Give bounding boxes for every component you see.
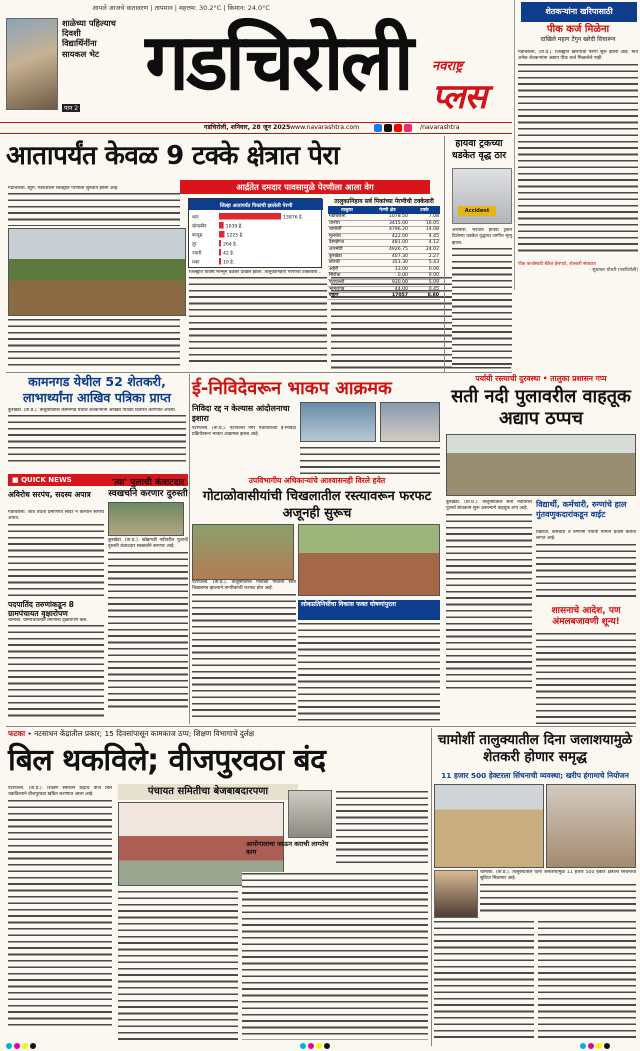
table-cell: 0.00 [366,273,409,280]
quick-news-text-2: चामोर्शी. ग्रामपंचायतीत तरुणांनी वृक्षारोपण केले. [8,618,88,623]
bullet-icon: ■ [12,476,22,484]
main-body-1 [8,186,180,226]
brand-plus: प्लस [432,77,487,117]
table-row [328,273,440,280]
table-cell: 8.80 [409,293,440,300]
table-cell: 4.12 [409,240,440,247]
date-bar [0,122,512,134]
bill-boxed-quote: आयोगालाचा जाऊन कराची लागतेय काम [246,840,329,856]
weather-strip: आपले आजचे वातावरण | तापमान | महत्तम: 30.2°C | किमान: 24.0°C [92,4,270,12]
chart-category-label: तूर [192,242,197,248]
website-link[interactable]: www.navarashtra.com [290,124,360,131]
bill-headline[interactable]: बिल थकविले; वीजपुरवठा बंद [8,743,326,778]
main-body-cont: जिल्ह्यात यावर्षी मान्सून वेळेवर दाखल झाला. तालुकानिहाय पेरणीची टक्केवारी... [189,270,322,275]
divider [6,726,636,727]
tender-body [192,426,296,474]
table-cell: अहेरी [328,266,366,273]
crop-sowing-chart-svg [189,199,323,269]
bridge-repair-text: कुरखेडा. (ता.प्र.). खोब्रागडी नदीवरील पुलाची दुरुस्ती कंत्राटदार स्वखर्चाने करणार आहे. [108,538,188,550]
chart-category-label: धान [192,215,199,221]
chart-bar [219,222,224,229]
reservoir-body-1 [480,870,636,916]
main-kicker: आर्द्रतेत दमदार पावसामुळे पेरणीला आला वेग [180,180,430,194]
fatka-text: • नटसाधन केंद्रातील प्रकार; 15 दिवसांपासून कामकाज ठप्प; शिक्षण विभागाचे दुर्लक्ष [27,729,255,738]
kamangad-text-lines [8,414,186,464]
table-row [328,246,440,253]
chart-value-label: 13876 हे. [283,215,303,221]
chart-value-label: 1225 हे. [226,233,244,239]
x-icon[interactable] [384,124,392,132]
chart-value-label: 264 हे. [223,242,238,248]
crop-loan-headline[interactable] [518,24,638,44]
gotol-body-2 [298,622,440,724]
chart-category-label: ज्वारी [192,251,202,257]
crop-loan-text: गडचिरोली, (ता.प्र.). जिल्ह्यात खरिपाची पेरणी सुरू झाली आहे. मात्र अनेक शेतकऱ्यांना अद्याप पीक कर्ज मिळालेले नाही. [518,50,638,62]
social-handle: /navarashtra [420,124,460,131]
bridge-repair-body [108,502,188,724]
main-body-lines-3 [189,276,327,362]
gotol-bar: लोकप्रतिनिधींचा विकास फक्त घोषणांपुरता [298,600,440,620]
table-cell: भामरागड [328,286,366,293]
table-cell: 0.06 [409,266,440,273]
tender-photo-1 [300,402,376,442]
table-cell: 4926.75 [366,246,409,253]
table-cell: 930.00 [366,279,409,286]
brand-name: नवराष्ट्र [432,59,463,74]
table-row [328,286,440,293]
sati-text-lines [446,513,532,693]
table-cell: एटापल्ली [328,279,366,286]
official-photo [434,870,478,918]
crop-loan-title: पीक कर्ज मिळेना [546,24,610,35]
truck-text: आरमोरी. भरधाव हायवा ट्रकने दिलेल्या धडकेत वृद्धाचा जागीच मृत्यू झाला. [452,228,512,246]
reservoir-photo-2 [546,784,636,868]
reporter-photo [288,790,332,838]
gotol-kicker: उपविभागीय अधिकाऱ्यांचे आश्वासनही विरले हवेत [248,476,386,485]
registration-marks [300,1043,330,1049]
kamangad-headline[interactable]: कामनगड येथील 52 शेतकरी, लाभार्थ्यांना आखिव पत्रिका प्राप्त [23,374,171,405]
table-row [328,220,440,227]
crop-loan-note-text: पीक कर्जासाठी बँकेत हेलपाटे, शेतकरी संकटात [518,262,596,267]
social-icons [374,124,412,132]
teaser-headline[interactable]: शाळेच्या पहिल्याच दिवशी विद्यार्थिनींना सायकल भेट [62,18,116,59]
crop-loan-text-lines [518,63,638,253]
quick-news-headline-1[interactable]: अविरोध सरपंच, सदस्य अपात्र [8,490,91,499]
table-cell: धानोरा [328,220,366,227]
students-text-lines [536,543,636,599]
quick-news-text-1: गडचिरोली. जात वैधता प्रमाणपत्र सादर न केल्याने सरपंच अपात्र. [8,510,104,522]
gotol-body [192,580,296,724]
table-cell: 24.02 [409,246,440,253]
chart-value-label: 10 हे. [223,260,235,266]
accident-label: Accident [458,206,496,216]
table-cell: कुरखेडा [328,253,366,260]
bill-body-2 [118,890,238,1040]
sati-text: कुरखेडा. (ता.प्र.). तालुक्यातील सती नदीवरील पुलाचे बांधकाम सुरू असल्याने वाहतूक ठप्प आहे. [446,500,532,512]
sati-bridge-photo [446,434,636,496]
bill-text: एटापल्ली. (ता.प्र.). शिक्षण संसाधन केंद्राचे वीज बिल थकविल्याने वीजपुरवठा खंडित करण्यात आला आहे. [8,786,112,798]
reservoir-subhead: 11 हजार 500 हेक्टरला सिंचनाची व्यवस्था; खरीप हंगामाचे नियोजन [441,771,629,780]
bill-body-3 [242,872,428,1040]
table-cell: 13.00 [366,266,409,273]
tender-body-2 [300,446,440,474]
reservoir-body-3 [538,920,636,1040]
crop-loan-note [518,262,638,288]
chart-value-label: 1039 हे. [225,224,243,230]
muddy-road-photo-2 [298,524,440,596]
tender-photo-2 [380,402,440,442]
table-cell: 7.08 [409,214,440,220]
table-cell: 1078.50 [366,214,409,220]
issue-date: गडचिरोली, शनिवार, 28 जून 2025 [204,124,291,131]
truck-headline[interactable]: हायवा ट्रकच्या धडकेत वृद्ध ठार [451,138,507,161]
table-cell: एकूण [328,293,366,300]
teaser-page-ref: पान 2 [64,105,79,112]
crop-loan-subhead: दाखिले महाग टेंगुन खरेदी विचारून [540,36,616,43]
main-headline[interactable]: आतापर्यंत केवळ 9 टक्के क्षेत्रात पेरा [6,141,340,171]
reservoir-body-2 [434,920,534,1040]
quick-news-lines-2 [8,624,104,720]
main-body-2 [8,318,180,370]
table-cell: 481.00 [366,240,409,247]
facebook-icon[interactable] [374,124,382,132]
gotol-text-lines [192,593,296,717]
table-cell: 16.05 [409,220,440,227]
chart-bar [219,240,221,247]
main-body-3 [189,270,327,370]
govt-order-body [536,632,636,724]
fatka-label: फटका [8,729,26,738]
kamangad-body [8,408,186,470]
chart-title: जिल्हा आतापर्यंत पिकांची झालेली पेरणी [219,203,293,209]
table-cell: देसाईगंज [328,240,366,247]
table-cell: सिरोंचा [328,273,366,280]
field-photo [8,228,186,316]
registration-marks [580,1043,610,1049]
table-row [328,260,440,267]
table-cell: 422.00 [366,233,409,240]
govt-order-headline[interactable]: शासनाचे आदेश, पण अंमलबजावणी शून्य! [551,606,621,627]
main-body-lead: गडचिरोली, ब्युरो. गडचिरोली जिल्ह्यात पेरणीला सुरुवात झाली आहे. [8,186,119,191]
quick-news-text: QUICK NEWS [21,476,72,484]
table-cell: 4.45 [409,233,440,240]
table-cell: 0.45 [409,286,440,293]
bill-body [8,786,112,1040]
quick-news-headline-2[interactable]: पदपातिंद तरुणांकडून 8 ग्रामपंचायत वृक्षारोपण [8,600,74,618]
table-cell: कोरची [328,260,366,267]
quick-news-body-2 [8,618,104,724]
table-header: पेरणी क्षेत्र [366,206,409,214]
divider [444,136,445,372]
table-row [328,233,440,240]
divider [6,372,512,373]
table-cell: 407.30 [366,253,409,260]
bridge-repair-headline[interactable]: 'त्या' पुलाची कंत्राटदार स्वखर्चाने करणार दुरुस्ती [108,478,188,499]
table-cell: मुलचेरा [328,233,366,240]
divider [431,728,432,1046]
crop-loan-kicker: शेतकऱ्यांना खरिपासाठी [521,2,637,22]
main-body-lines-1 [8,192,180,226]
truck-text-lines [452,247,512,367]
kamangad-text: कुरखेडा. (ता.प्र.). तालुक्यातील कामनगड येथील शेतकऱ्यांना आखिव पत्रिका वितरित करण्यात आल्या. [8,408,177,413]
reservoir-text: चामोर्शी. (ता.प्र.). तालुक्यातील दिना जलाशयामुळे 11 हजार 500 हेक्टर क्षेत्राला सिंचनाची सुविधा मिळणार आहे. [480,870,636,882]
chart-bar [219,213,281,220]
tender-headline[interactable]: ई-निविदेवरून भाकप आक्रमक [192,378,392,399]
truck-body [452,228,512,368]
table-cell: 2.27 [409,253,440,260]
instagram-icon[interactable] [404,124,412,132]
bill-text-lines [8,799,112,1029]
table-row [328,253,440,260]
tender-subhead: निविदा रद्द न केल्यास आंदोलनाचा इशारा [192,404,290,423]
bridge-photo [108,502,184,536]
newspaper-logo: गडचिरोली [145,17,411,108]
students-text: विद्यार्थी, कर्मचारी व रुग्णांना पर्यायी मार्गाने प्रवास करावा लागत आहे. [536,530,636,542]
chart-category-label: सोयाबीन [192,224,207,230]
table-cell: 14.08 [409,227,440,234]
crop-loan-body [518,50,638,260]
table-row [328,293,440,300]
crop-loan-byline: - सुधाकर चौधरी (गडचिरोली) [589,268,638,274]
sati-body [446,500,532,700]
table-cell: 351.30 [366,260,409,267]
table-cell: 5.09 [409,279,440,286]
fatka-strip [8,728,428,740]
chart-category-label: मका [192,260,200,266]
gotol-text: एटापल्ली. (ता.प्र.). तालुक्यातील गोटाळो गावाचा रस्ता चिखलमय झाल्याने नागरिकांची फरफट होत आहे. [192,580,296,592]
table-row [328,266,440,273]
table-cell: गडचिरोली [328,214,366,220]
reservoir-text-lines [480,883,636,915]
teaser-photo [6,18,58,110]
chart-value-label: 42 हे. [223,251,235,257]
table-cell: 3415.00 [366,220,409,227]
table-cell: 44.00 [366,286,409,293]
muddy-road-photo [192,524,294,580]
quick-news-lines-1 [8,523,104,596]
table-cell: 0.00 [409,273,440,280]
divider [189,374,190,724]
table-header: टक्के [409,206,440,214]
chart-category-label: कापूस [192,233,203,239]
youtube-icon[interactable] [394,124,402,132]
taluka-table-box [328,198,440,299]
gotol-headline[interactable]: गोटाळोवासीयांची चिखलातील रस्त्यावरून फरफट अजूनही सुरूच [202,489,432,521]
tender-text: एटापल्ली. (ता.प्र.). एटापल्ली नगर पंचायतीच्या ई-निविदा प्रक्रियेवरून भाकप आक्रमक झाला आहे. [192,426,296,438]
reservoir-headline[interactable]: चामोर्शी तालुक्यातील दिना जलाशयामुळे शेतकरी होणार समृद्ध [437,732,633,765]
table-header: तालुका [328,206,366,214]
chart-bar [219,249,221,256]
sati-kicker: पर्यायी रस्त्याची दुरवस्था • तालुका प्रशासन गप्प [475,374,607,383]
taluka-table-title: तालुकानिहाय सर्व पिकांच्या पेरणीची टक्केवारी [334,198,434,205]
table-row [328,240,440,247]
chart-bar [219,258,221,265]
table-cell: 4796.20 [366,227,409,234]
panchayat-kicker: पंचायत समितीचा बेजबाबदारपणा [118,784,298,800]
crop-sowing-chart [188,198,322,268]
table-cell: 17057 [366,293,409,300]
table-row [328,279,440,286]
bridge-repair-lines [108,551,188,711]
table-cell: चामोर्शी [328,227,366,234]
table-row [328,227,440,234]
students-body [536,530,636,600]
quick-news-body-1 [8,510,104,596]
taluka-table [328,206,440,300]
table-cell: 5.43 [409,260,440,267]
sati-headline[interactable]: सती नदी पुलावरील वाहतूक अद्याप ठप्पच [451,386,631,429]
bill-body-4 [336,790,428,868]
chart-bar [219,231,224,238]
students-headline[interactable]: विद्यार्थी, कर्मचारी, रुग्णांचे हाल गुंतवणुकदारांकडून वाईट [536,500,627,519]
table-cell: आरमोरी [328,246,366,253]
reservoir-photo-1 [434,784,544,868]
registration-marks [6,1043,36,1049]
